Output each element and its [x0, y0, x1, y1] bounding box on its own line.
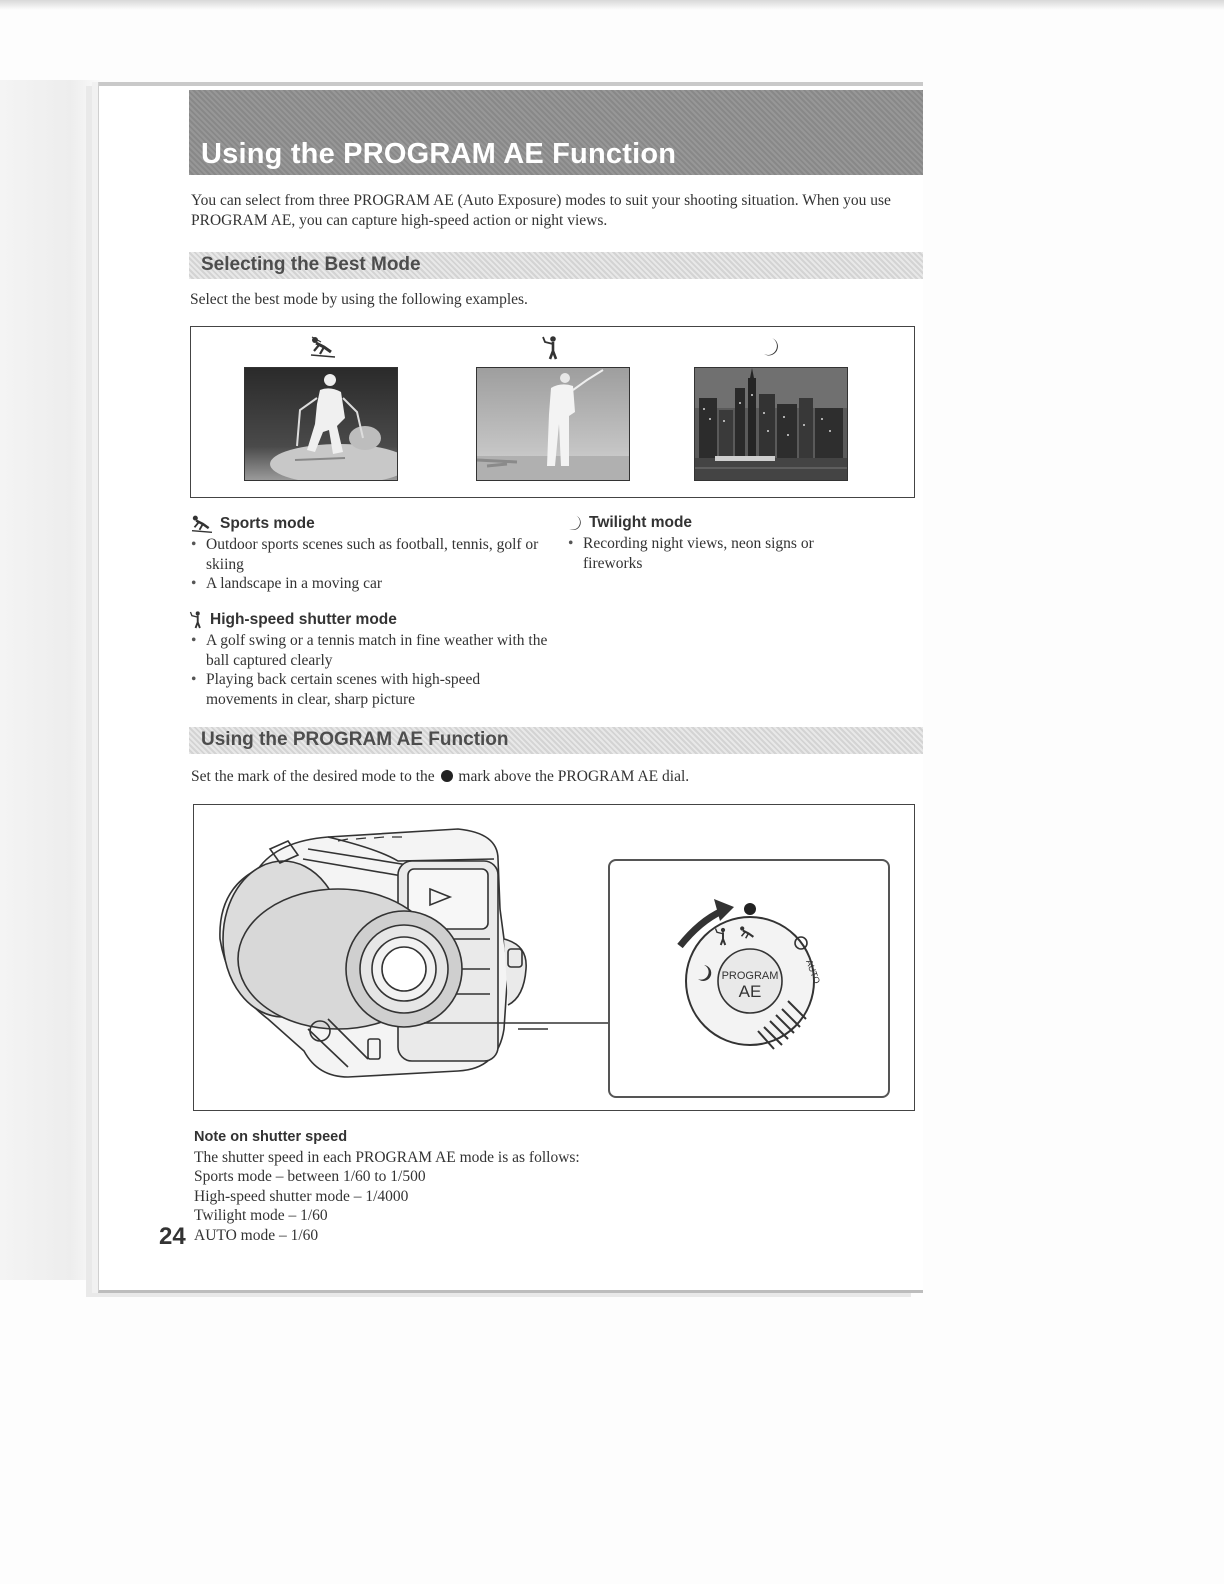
dot-mark-icon [441, 770, 453, 782]
note-heading: Note on shutter speed [194, 1129, 348, 1145]
skier-photo [244, 367, 398, 481]
sports-mode-title: Sports mode [220, 515, 315, 533]
golfer-icon [189, 610, 205, 630]
section-heading-text: Selecting the Best Mode [201, 254, 421, 275]
note-line: High-speed shutter mode – 1/4000 [194, 1187, 409, 1205]
instruction-text-after: mark above the PROGRAM AE dial. [458, 768, 690, 785]
twilight-mode-title: Twilight mode [589, 514, 693, 532]
section2-instruction [191, 767, 689, 787]
callout-line [424, 1005, 614, 1035]
skier-icon [309, 335, 337, 359]
list-item: • Outdoor sports scenes such as football, tennis, golf or skiing [189, 535, 549, 574]
highspeed-mode-title: High-speed shutter mode [210, 611, 397, 629]
dial-ae-label: AE [738, 982, 762, 1001]
intro-paragraph: You can select from three PROGRAM AE (Auto Exposure) modes to suit your shooting situation. When you use PROGRAM AE, you can capture high-speed action or night views. [191, 192, 891, 229]
sports-mode-block [189, 514, 549, 594]
list-item: • Playing back certain scenes with high-speed movements in clear, sharp picture [189, 670, 549, 709]
skier-icon [189, 514, 215, 534]
moon-icon [566, 513, 584, 533]
note-line: AUTO mode – 1/60 [194, 1226, 319, 1244]
list-item: • Recording night views, neon signs or fireworks [566, 534, 866, 573]
scan-shadow [0, 80, 100, 1280]
golfer-icon [541, 335, 563, 361]
title-bar [189, 90, 923, 175]
shutter-speed-note [194, 1128, 694, 1246]
examples-box [190, 326, 915, 498]
section1-instruction: Select the best mode by using the following examples. [190, 291, 528, 308]
section-heading-text: Using the PROGRAM AE Function [201, 729, 509, 750]
page-number: 24 [159, 1223, 186, 1250]
auto-label: AUTO [804, 958, 823, 986]
list-item: • A golf swing or a tennis match in fine weather with the ball captured clearly [189, 631, 549, 670]
section-heading-selecting [189, 252, 923, 279]
twilight-mode-block [566, 513, 866, 573]
note-line: Twilight mode – 1/60 [194, 1207, 328, 1225]
instruction-text-before: Set the mark of the desired mode to the [191, 768, 435, 785]
moon-icon [761, 335, 781, 359]
city-night-photo [694, 367, 848, 481]
scan-edge [0, 0, 1224, 10]
dial-program-label: PROGRAM [721, 970, 779, 982]
camcorder-illustration-box [193, 804, 915, 1111]
program-ae-dial [610, 861, 888, 1096]
list-item: • A landscape in a moving car [189, 574, 549, 594]
note-line: The shutter speed in each PROGRAM AE mode is as follows: [194, 1148, 580, 1166]
section-heading-using [189, 727, 923, 754]
golfer-photo [476, 367, 630, 481]
camcorder-illustration [208, 819, 548, 1089]
page-top-edge [99, 82, 923, 86]
manual-page [98, 82, 923, 1293]
note-line: Sports mode – between 1/60 to 1/500 [194, 1168, 426, 1186]
highspeed-mode-block [189, 610, 549, 709]
page-title: Using the PROGRAM AE Function [201, 138, 677, 170]
dial-panel [608, 859, 890, 1098]
